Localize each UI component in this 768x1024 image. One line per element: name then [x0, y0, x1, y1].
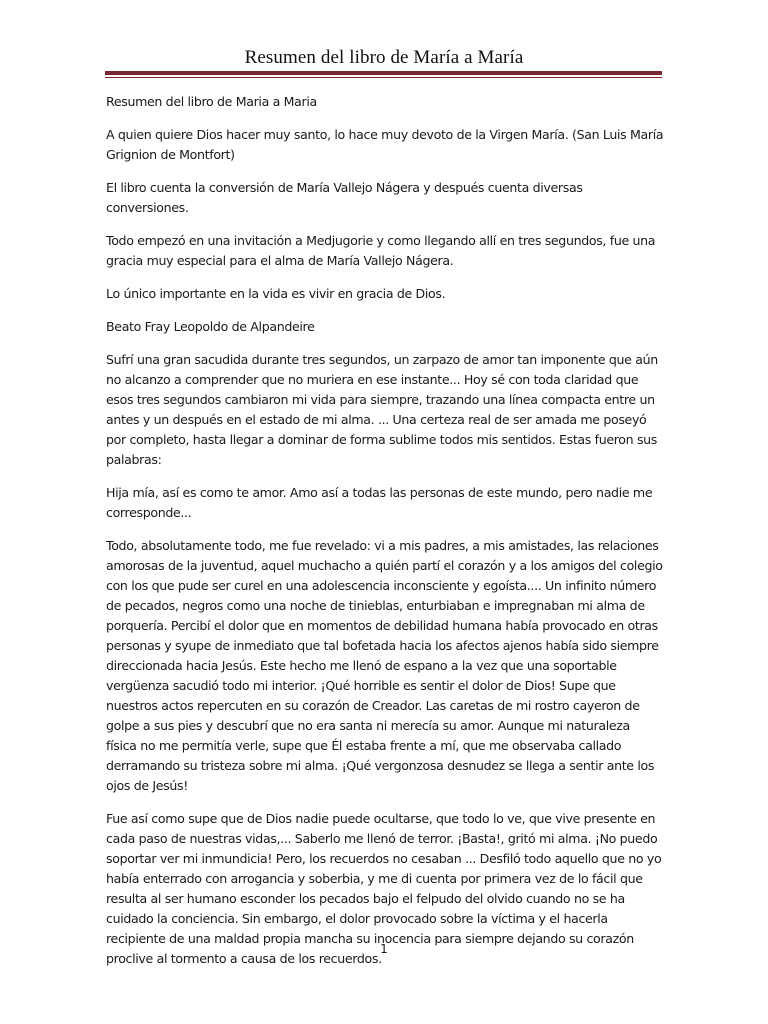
page-number: 1: [380, 942, 388, 956]
paragraph-three-seconds: Sufrí una gran sacudida durante tres segundos, un zarpazo de amor tan imponente que aún no alcanzo a comprender que no muriera en ese instante... Hoy sé con toda claridad que esos tres segundos cambiaron mi vida para siempre, trazando una línea compacta entre un antes y un después en el estado de mi alma. ... Una certeza real de ser amada me poseyó por completo, hasta llegar a dominar de forma sublime todos mis sentidos. Estas fueron sus palabras:: [106, 352, 658, 467]
paragraph-medjugorie: Todo empezó en una invitación a Medjugorie y como llegando allí en tres segundos, fue una gracia muy especial para el alma de María Vallejo Nágera.: [106, 233, 656, 268]
paragraph-words: Hija mía, así es como te amor. Amo así a todas las personas de este mundo, pero nadie me corresponde...: [106, 485, 653, 520]
paragraph-memories: Fue así como supe que de Dios nadie puede ocultarse, que todo lo ve, que vive presente en cada paso de nuestras vidas,... Saberlo me llenó de terror. ¡Basta!, gritó mi alma. ¡No puedo soportar ver mi inmundicia! Pero, los recuerdos no cesaban ... Desfiló todo aquello que no yo había enterrado con arrogancia y soberbia, y me di cuenta por primera vez de lo fácil que resulta al ser humano esconder los pecados bajo el felpudo del olvido cuando no se ha cuidado la conciencia. Sin embargo, el dolor provocado sobre la víctima y el hacerla recipiente de una maldad propia mancha su inocencia para siempre dejando su corazón proclive al tormento a causa de los recuerdos.: [106, 811, 662, 966]
paragraph-revelation: Todo, absolutamente todo, me fue revelado: vi a mis padres, a mis amistades, las relaciones amorosas de la juventud, aquel muchacho a quién partí el corazón y a los amigos del colegio con los que pude ser curel en una adolescencia inconsciente y egoísta.... Un infinito número de pecados, negros como una noche de tinieblas, enturbiaban e impregnaban mi alma de porquería. Percibí el dolor que en momentos de debilidad humana había provocado en otras personas y syupe de inmediato que tal bofetada hacia los afectos ajenos había sido siempre direccionada hacia Jesús. Este hecho me llenó de espano a la vez que una soportable vergüenza sacudió todo mi interior. ¡Qué horrible es sentir el dolor de Dios! Supe que nuestros actos repercuten en su corazón de Creador. Las caretas de mi rostro cayeron de golpe a sus pies y descubrí que no era santa ni merecía su amor. Aunque mi naturaleza física no me permitía verle, supe que Él estaba frente a mí, que me observaba callado derramando su tristeza sobre mi alma. ¡Qué vergonzosa desnudez se llega a sentir ante los ojos de Jesús!: [106, 538, 663, 793]
header-rule-thin: [105, 77, 662, 78]
paragraph-attribution: Beato Fray Leopoldo de Alpandeire: [106, 319, 315, 334]
page-header-title: Resumen del libro de María a María: [244, 47, 524, 68]
paragraph-summary: El libro cuenta la conversión de María Vallejo Nágera y después cuenta diversas conversiones.: [106, 180, 583, 215]
document-body: [106, 92, 664, 982]
header-rule-thick: [105, 71, 662, 75]
paragraph-quote: A quien quiere Dios hacer muy santo, lo hace muy devoto de la Virgen María. (San Luis María Grignion de Montfort): [106, 127, 664, 162]
paragraph-doc-title: Resumen del libro de Maria a Maria: [106, 94, 317, 109]
paragraph-grace: Lo único importante en la vida es vivir en gracia de Dios.: [106, 286, 446, 301]
